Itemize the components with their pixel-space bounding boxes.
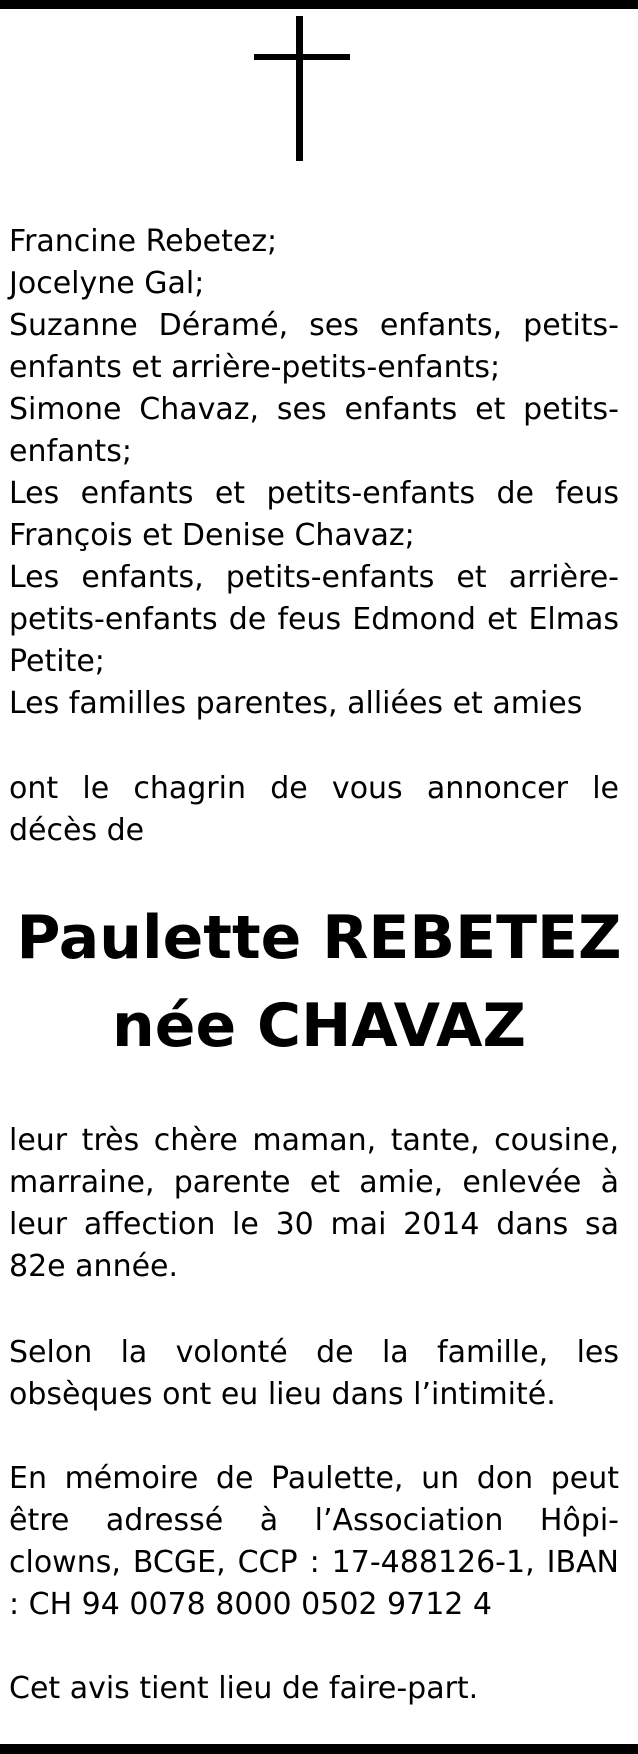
family-entry: Les enfants, petits-enfants et arrière-petits-enfants de feus Edmond et Elmas Petite; bbox=[9, 560, 619, 679]
family-entry: Les enfants et petits-enfants de feus François et Denise Chavaz; bbox=[9, 476, 619, 553]
paragraph-closing: Cet avis tient lieu de faire-part. bbox=[9, 1671, 479, 1706]
cross-icon bbox=[254, 16, 350, 161]
top-border bbox=[0, 0, 638, 9]
deceased-name: Paulette REBETEZ bbox=[16, 903, 622, 973]
deceased-birth-name: née CHAVAZ bbox=[112, 991, 526, 1061]
family-entry: Les familles parentes, alliées et amies bbox=[9, 686, 583, 721]
paragraph-funeral: Selon la volonté de la famille, les obsèques ont eu lieu dans l’intimité. bbox=[9, 1335, 619, 1412]
family-list bbox=[9, 221, 619, 725]
announcement-intro: ont le chagrin de vous annoncer le décès de bbox=[9, 771, 619, 848]
paragraph-donation: En mémoire de Paulette, un don peut être adressé à l’Association Hôpi-clowns, BCGE, CCP : 17-488126-1, IBAN : CH 94 0078 8000 0502 9712 4 bbox=[9, 1461, 619, 1622]
family-entry: Suzanne Déramé, ses enfants, petits-enfants et arrière-petits-enfants; bbox=[9, 308, 619, 385]
family-entry: Simone Chavaz, ses enfants et petits-enfants; bbox=[9, 392, 619, 469]
paragraph-description: leur très chère maman, tante, cousine, marraine, parente et amie, enlevée à leur affection le 30 mai 2014 dans sa 82e année. bbox=[9, 1123, 619, 1284]
family-entry: Francine Rebetez; bbox=[9, 224, 278, 259]
family-entry: Jocelyne Gal; bbox=[9, 266, 205, 301]
bottom-border bbox=[0, 1744, 638, 1754]
